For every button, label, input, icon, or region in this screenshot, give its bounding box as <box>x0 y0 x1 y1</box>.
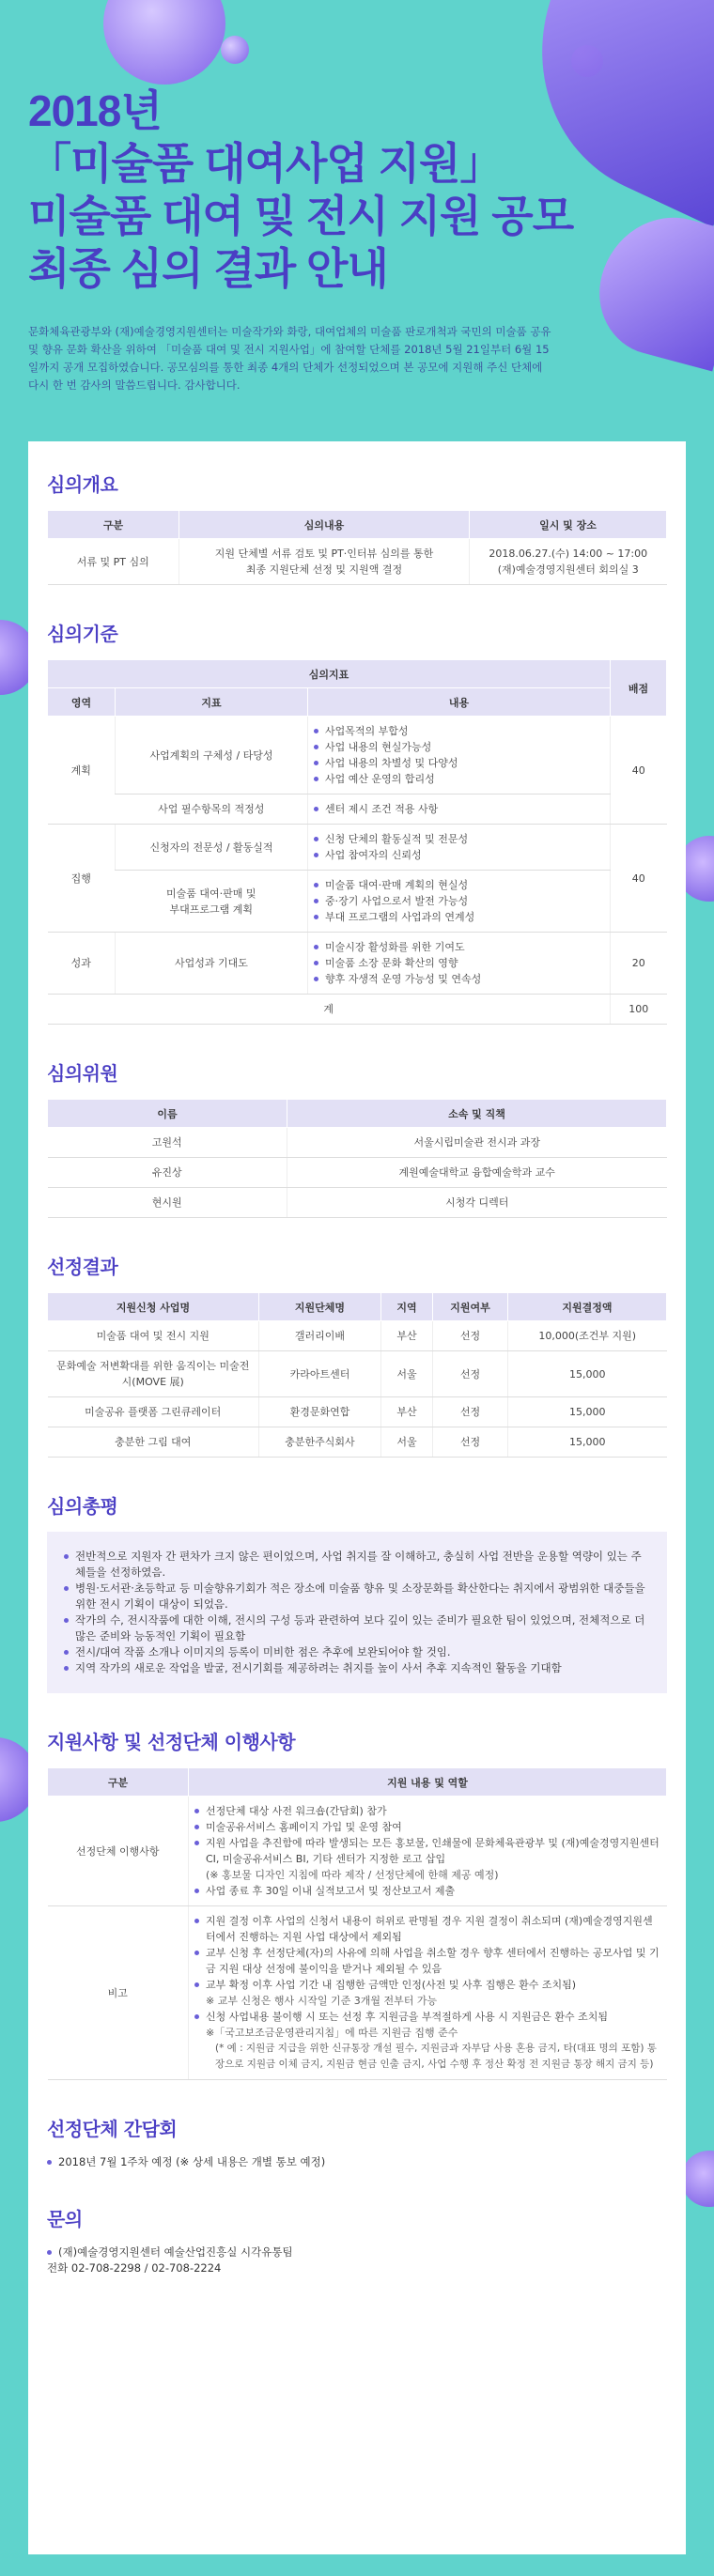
list-item: 미술품 대여·판매 계획의 현실성 <box>314 877 604 893</box>
obligations-heading: 지원사항 및 선정단체 이행사항 <box>47 1731 296 1753</box>
table-row <box>48 1797 667 1906</box>
col-header: 지원 내용 및 역할 <box>189 1768 667 1797</box>
col-header: 심의지표 <box>48 660 611 688</box>
bullet-list <box>314 831 604 863</box>
col-header: 지표 <box>116 688 308 717</box>
table-row <box>48 1128 667 1158</box>
results-table <box>47 1292 667 1458</box>
cell: 선정 <box>433 1397 508 1427</box>
col-header: 영역 <box>48 688 116 717</box>
cell: 계원예술대학교 융합예술학과 교수 <box>287 1158 667 1188</box>
bullet-list <box>314 723 604 787</box>
list-item: 사업 내용의 현실가능성 <box>314 739 604 755</box>
list-item: 미술품 소장 문화 확산의 영향 <box>314 955 604 971</box>
cell: 카라아트센터 <box>259 1351 381 1397</box>
overview-section <box>47 470 667 585</box>
cell: 계획 <box>48 717 116 825</box>
cell: 비고 <box>48 1906 189 2080</box>
cell: 선정 <box>433 1351 508 1397</box>
cell-line: 지원 단체별 서류 검토 및 PT·인터뷰 심의를 통한 <box>214 548 434 560</box>
col-header: 배점 <box>611 660 667 717</box>
list-item: 사업 종료 후 30일 이내 실적보고서 및 정산보고서 제출 <box>194 1883 661 1899</box>
cell <box>179 539 470 585</box>
cell: 현시원 <box>48 1188 287 1218</box>
bullet-list <box>314 801 604 817</box>
list-subnote: (* 예 : 지원금 지급을 위한 신규통장 개설 필수, 지원금과 자부담 사용 혼용 금지, 타(대표 명의 포함) 통장으로 지원금 이체 금지, 지원금 현금 인출 금지, 사업 수행 후 정산 확정 전 지원금 통장 해지 금지 등) <box>215 2043 657 2070</box>
cell: 부산 <box>381 1321 433 1351</box>
list-item: 병원·도서관·초등학교 등 미술향유기회가 적은 장소에 미술품 향유 및 소장문화를 확산한다는 취지에서 광범위한 대중들을 위한 전시 기획이 대상이 되었음. <box>64 1581 650 1612</box>
table-row-total <box>48 995 667 1025</box>
cell-line: (재)예술경영지원센터 회의실 3 <box>497 563 639 576</box>
col-header: 지원여부 <box>433 1293 508 1321</box>
list-item: 2018년 7월 1주차 예정 (※ 상세 내용은 개별 통보 예정) <box>47 2154 667 2170</box>
table-row <box>48 539 667 585</box>
table-row <box>48 933 667 995</box>
criteria-table <box>47 659 667 1025</box>
cell: 서류 및 PT 심의 <box>48 539 179 585</box>
cell <box>308 871 611 933</box>
cell: 서울 <box>381 1351 433 1397</box>
cell: 선정단체 이행사항 <box>48 1797 189 1906</box>
cell: 미술공유 플랫폼 그린큐레이터 <box>48 1397 259 1427</box>
cell-line: 최종 지원단체 선정 및 지원액 결정 <box>245 563 403 576</box>
table-row <box>48 794 667 825</box>
hero <box>0 0 714 441</box>
meeting-heading: 선정단체 간담회 <box>47 2118 178 2140</box>
col-header: 지원단체명 <box>259 1293 381 1321</box>
results-heading: 선정결과 <box>47 1256 118 1278</box>
list-item: 선정단체 대상 사전 워크숍(간담회) 참가 <box>194 1803 661 1819</box>
bullet-list <box>194 1913 661 2073</box>
cell: 고원석 <box>48 1128 287 1158</box>
list-item: 사업 예산 운영의 합리성 <box>314 771 604 787</box>
bullet-list <box>314 939 604 987</box>
list-item: 작가의 수, 전시작품에 대한 이해, 전시의 구성 등과 관련하여 보다 깊이 있는 준비가 필요한 팀이 있었으며, 전체적으로 더 많은 준비와 능동적인 기획이 필요함 <box>64 1612 650 1644</box>
overview-table <box>47 510 667 585</box>
list-item: 교부 확정 이후 사업 기간 내 집행한 금액만 인정(사전 및 사후 집행은 환수 조치됨) <box>194 1977 661 1993</box>
bullet-list <box>194 1803 661 1899</box>
cell: 환경문화연합 <box>259 1397 381 1427</box>
table-row <box>48 825 667 871</box>
review-box <box>47 1532 667 1693</box>
cell: 사업성과 기대도 <box>116 933 308 995</box>
col-header: 일시 및 장소 <box>470 511 667 539</box>
meeting-section <box>47 2114 667 2170</box>
cell: 충분한주식회사 <box>259 1427 381 1458</box>
list-item: 미술공유서비스 홈페이지 가입 및 운영 참여 <box>194 1819 661 1835</box>
contact-phone: 전화 02-708-2298 / 02-708-2224 <box>47 2261 222 2275</box>
table-row <box>48 1427 667 1458</box>
col-header: 구분 <box>48 1768 189 1797</box>
criteria-heading: 심의기준 <box>47 623 118 645</box>
cell: 선정 <box>433 1321 508 1351</box>
list-item: 센터 제시 조건 적용 사항 <box>314 801 604 817</box>
cell: 100 <box>611 995 667 1025</box>
contact-list <box>47 2244 667 2260</box>
intro-text: 문화체육관광부와 (재)예술경영지원센터는 미술작가와 화랑, 대여업체의 미술품 판로개척과 국민의 미술품 공유 및 향유 문화 확산을 위하여 「미술품 대여 및 전시 지원사업」에 참여할 단체를 2018년 5월 21일부터 6월 15일까지 공개 모집하였습니다. 공모심의를 통한 최종 4개의 단체가 선정되었으며 본 공모에 지원해 주신 단체에 다시 한 번 감사의 말씀드립니다. 감사합니다. <box>28 325 551 392</box>
cell: 10,000(조건부 지원) <box>508 1321 667 1351</box>
table-row <box>48 1321 667 1351</box>
cell: 유진상 <box>48 1158 287 1188</box>
cell <box>308 794 611 825</box>
cell <box>189 1906 667 2080</box>
list-item: 사업 참여자의 신뢰성 <box>314 847 604 863</box>
cell: 15,000 <box>508 1397 667 1427</box>
cell: 계 <box>48 995 611 1025</box>
cell <box>189 1797 667 1906</box>
list-note: ※ 교부 신청은 행사 시작일 기준 3개월 전부터 가능 <box>206 1995 438 2007</box>
review-list <box>64 1549 650 1676</box>
cell: 신청자의 전문성 / 활동실적 <box>116 825 308 871</box>
cell: 선정 <box>433 1427 508 1458</box>
col-header: 내용 <box>308 688 611 717</box>
committee-table <box>47 1099 667 1218</box>
list-item: 사업 내용의 차별성 및 다양성 <box>314 755 604 771</box>
list-note: (※ 홍보물 디자인 지침에 따라 제작 / 선정단체에 한해 제공 예정) <box>206 1869 499 1881</box>
title-year: 2018년 <box>28 86 162 135</box>
cell: 20 <box>611 933 667 995</box>
contact-heading: 문의 <box>47 2208 83 2230</box>
list-item: 교부 신청 후 선정단체(자)의 사유에 의해 사업을 취소할 경우 향후 센터에서 진행하는 공모사업 및 기금 지원 대상 선정에 불이익을 받거나 제외될 수 있음 <box>194 1945 661 1977</box>
title-sub: 최종 심의 결과 안내 <box>28 244 388 293</box>
contact-org: (재)예술경영지원센터 예술산업진흥실 시각유통팀 <box>47 2244 667 2260</box>
list-item: 향후 자생적 운영 가능성 및 연속성 <box>314 971 604 987</box>
cell-line: 2018.06.27.(수) 14:00 ~ 17:00 <box>489 548 648 560</box>
table-row <box>48 1906 667 2080</box>
col-header: 지역 <box>381 1293 433 1321</box>
col-header: 지원신청 사업명 <box>48 1293 259 1321</box>
list-item: 신청 단체의 활동실적 및 전문성 <box>314 831 604 847</box>
list-item: 신청 사업내용 불이행 시 또는 선정 후 지원금을 부적절하게 사용 시 지원금은 환수 조치됨 <box>194 2009 661 2025</box>
table-row <box>48 1351 667 1397</box>
criteria-section <box>47 619 667 1025</box>
cell <box>116 871 308 933</box>
obligations-section <box>47 1727 667 2080</box>
content-card <box>28 441 686 2554</box>
cell: 사업 필수항목의 적정성 <box>116 794 308 825</box>
review-heading: 심의총평 <box>47 1495 118 1518</box>
list-item: 지역 작가의 새로운 작업을 발굴, 전시기회를 제공하려는 취지를 높이 사서 추후 지속적인 활동을 기대함 <box>64 1660 650 1676</box>
list-note: ※「국고보조금운영관리지침」에 따른 지원금 집행 준수 <box>206 2027 458 2039</box>
title-program: 「미술품 대여사업 지원」 <box>28 139 503 188</box>
list-item: 전시/대여 작품 소개나 이미지의 등록이 미비한 점은 추후에 보완되어야 할 것임. <box>64 1644 650 1660</box>
list-item: 전반적으로 지원자 간 편차가 크지 않은 편이었으며, 사업 취지를 잘 이해하고, 충실히 사업 전반을 운용할 역량이 있는 주체들을 선정하였음. <box>64 1549 650 1581</box>
cell: 미술품 대여 및 전시 지원 <box>48 1321 259 1351</box>
table-row <box>48 1397 667 1427</box>
table-row <box>48 871 667 933</box>
cell: 사업계획의 구체성 / 타당성 <box>116 717 308 794</box>
list-item: 지원 결정 이후 사업의 신청서 내용이 허위로 판명될 경우 지원 결정이 취소되며 (재)예술경영지원센터에서 진행하는 지원 사업 대상에서 제외됨 <box>194 1913 661 1945</box>
cell <box>470 539 667 585</box>
table-row <box>48 717 667 794</box>
list-item: 지원 사업을 추진함에 따라 발생되는 모든 홍보물, 인쇄물에 문화체육관광부 및 (재)예술경영지원센터 CI, 미술공유서비스 BI, 기타 센터가 지정한 로고 삽입 <box>194 1835 661 1867</box>
cell <box>308 825 611 871</box>
cell: 충분한 그림 대여 <box>48 1427 259 1458</box>
cell: 40 <box>611 717 667 825</box>
overview-heading: 심의개요 <box>47 473 118 496</box>
committee-heading: 심의위원 <box>47 1062 118 1085</box>
col-header: 지원결정액 <box>508 1293 667 1321</box>
contact-section <box>47 2204 667 2275</box>
table-row <box>48 1158 667 1188</box>
cell: 갤러리이배 <box>259 1321 381 1351</box>
bullet-list <box>314 877 604 925</box>
meeting-list <box>47 2154 667 2170</box>
cell: 집행 <box>48 825 116 933</box>
list-item: 부대 프로그램의 사업과의 연계성 <box>314 909 604 925</box>
list-item: 중·장기 사업으로서 발전 가능성 <box>314 893 604 909</box>
results-section <box>47 1252 667 1458</box>
cell: 서울 <box>381 1427 433 1458</box>
title-main: 미술품 대여 및 전시 지원 공모 <box>28 192 574 240</box>
cell: 15,000 <box>508 1351 667 1397</box>
cell: 성과 <box>48 933 116 995</box>
col-header: 심의내용 <box>179 511 470 539</box>
cell: 서울시립미술관 전시과 과장 <box>287 1128 667 1158</box>
obligations-table <box>47 1767 667 2080</box>
cell <box>308 717 611 794</box>
cell-line: 부대프로그램 계획 <box>169 902 253 916</box>
review-section <box>47 1491 667 1693</box>
cell-line: 미술품 대여·판매 및 <box>166 887 256 900</box>
col-header: 구분 <box>48 511 179 539</box>
list-item: 사업목적의 부합성 <box>314 723 604 739</box>
list-item: 미술시장 활성화를 위한 기여도 <box>314 939 604 955</box>
cell <box>308 933 611 995</box>
table-row <box>48 1188 667 1218</box>
cell: 시청각 디렉터 <box>287 1188 667 1218</box>
committee-section <box>47 1058 667 1218</box>
col-header: 이름 <box>48 1100 287 1128</box>
cell: 문화예술 저변확대를 위한 움직이는 미술전시(MOVE 展) <box>48 1351 259 1397</box>
col-header: 소속 및 직책 <box>287 1100 667 1128</box>
cell: 15,000 <box>508 1427 667 1458</box>
cell: 부산 <box>381 1397 433 1427</box>
page-title <box>28 85 686 295</box>
cell: 40 <box>611 825 667 933</box>
